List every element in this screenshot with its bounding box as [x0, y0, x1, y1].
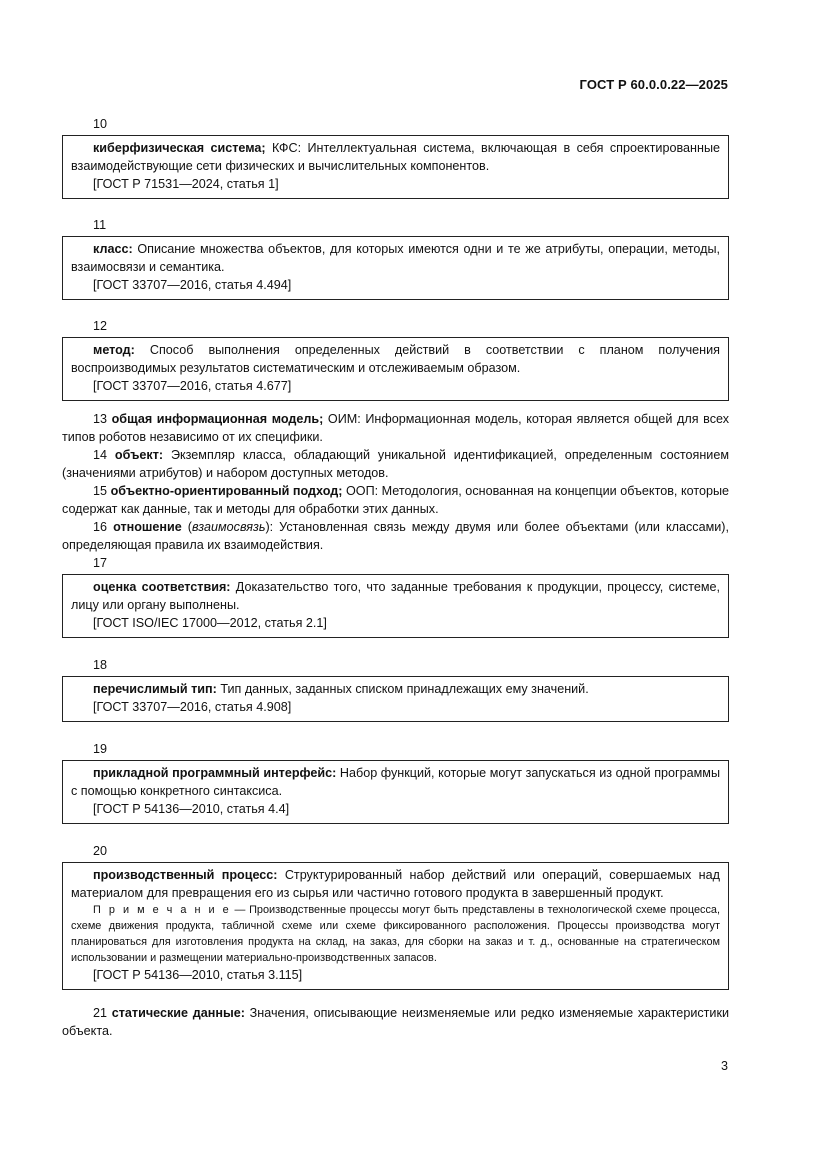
term-text: Описание множества объектов, для которых имеются одни и те же атрибуты, операции, методы, взаимосвязи и семантика. [71, 242, 720, 274]
term-name: производственный процесс: [93, 868, 278, 882]
term-paragraph: 15 объектно-ориентированный подход; ООП: Методология, основанная на концепции объектов, которые содержат как данные, так и методы для обработки этих данных. [62, 484, 730, 516]
term-name: киберфизическая система; [93, 141, 266, 155]
term-entry-box [62, 676, 729, 722]
term-entry-box [62, 337, 729, 401]
term-paragraph: 16 отношение (взаимосвязь): Установленная связь между двумя или более объектами (или классами), определяющая правила их взаимодействия. [62, 520, 729, 552]
term-entry-box [62, 135, 729, 199]
term-note [71, 902, 720, 966]
term-paragraph: 14 объект: Экземпляр класса, обладающий уникальной идентификацией, определенным состоянием (значениями атрибутов) и набором доступных методов. [62, 448, 729, 480]
term-source: [ГОСТ Р 71531—2024, статья 1] [93, 177, 279, 191]
term-text: КФС: Интеллектуальная система, включающая в себя спроектированные взаимодействующие сети физических и вычислительных компонентов. [71, 141, 720, 173]
term-name: класс: [93, 242, 133, 256]
term-definition: производственный процесс: Структурированный набор действий или операций, совершаемых над материалом для превращения его из сырья или частично готового продукта в завершенный продукт. [71, 868, 720, 900]
term-source: [ГОСТ 33707—2016, статья 4.908] [93, 700, 292, 714]
term-name: оценка соответствия: [93, 580, 231, 594]
term-number: 17 [93, 556, 108, 570]
term-number: 12 [93, 319, 108, 333]
term-number: 19 [93, 742, 108, 756]
term-definition [71, 341, 720, 377]
term-definition: оценка соответствия: Доказательство того, что заданные требования к продукции, процессу, системе, лицу или органу выполнены. [71, 580, 720, 612]
term-source: [ГОСТ 33707—2016, статья 4.494] [93, 278, 292, 292]
term-entry-box [62, 574, 729, 638]
note-text: — Производственные процессы могут быть представлены в технологической схеме процесса, схеме движения продукта, табличной схеме или схеме фиксированного расположения. Процессы производства могут планироваться для изготовления продукта на склад, на заказ, для сборки на заказ и т. д., основанные на стратегическом использовании и размещении материально-производственных запасов. [71, 904, 721, 964]
page-number: 3 [720, 1059, 728, 1073]
term-paragraph: 13 общая информационная модель; ОИМ: Информационная модель, которая является общей для всех типов роботов независимо от их специфики. [62, 412, 730, 444]
term-entry-box [62, 236, 729, 300]
term-name: объект: [114, 448, 164, 462]
term-entry-box [62, 760, 729, 824]
term-number: 20 [93, 844, 108, 858]
term-name: перечислимый тип: [93, 682, 217, 696]
term-source: [ГОСТ Р 54136—2010, статья 4.4] [93, 802, 290, 816]
term-source: [ГОСТ 33707—2016, статья 4.677] [93, 379, 292, 393]
term-name: статические данные: [111, 1006, 245, 1020]
term-definition [71, 139, 720, 175]
term-name: прикладной программный интерфейс: [93, 766, 337, 780]
term-name: объектно-ориентированный подход; [110, 484, 343, 498]
note-label: П р и м е ч а н и е [93, 904, 231, 916]
terms-content [62, 115, 729, 1040]
term-definition: прикладной программный интерфейс: Набор функций, которые могут запускаться из одной программы с помощью конкретного синтаксиса. [71, 766, 720, 798]
document-id-header: ГОСТ Р 60.0.0.22—2025 [579, 77, 728, 92]
term-paragraph: 21 статические данные: Значения, описывающие неизменяемые или редко изменяемые характеристики объекта. [62, 1006, 729, 1038]
term-entry-box [62, 862, 729, 990]
term-name: отношение [113, 520, 182, 534]
term-name: метод: [93, 343, 135, 357]
term-name: общая информационная модель; [111, 412, 324, 426]
term-source: [ГОСТ ISO/IEC 17000—2012, статья 2.1] [93, 616, 327, 630]
term-synonym: взаимосвязь [192, 520, 266, 534]
term-definition [71, 240, 720, 276]
term-number: 18 [93, 658, 108, 672]
term-number: 11 [93, 218, 107, 232]
term-text: Способ выполнения определенных действий в соответствии с планом получения воспроизводимых результатов систематическим и отслеживаемым образом. [71, 343, 720, 375]
term-number: 10 [93, 117, 108, 131]
term-definition: перечислимый тип: Тип данных, заданных списком принадлежащих ему значений. [93, 682, 589, 696]
term-source: [ГОСТ Р 54136—2010, статья 3.115] [93, 968, 303, 982]
